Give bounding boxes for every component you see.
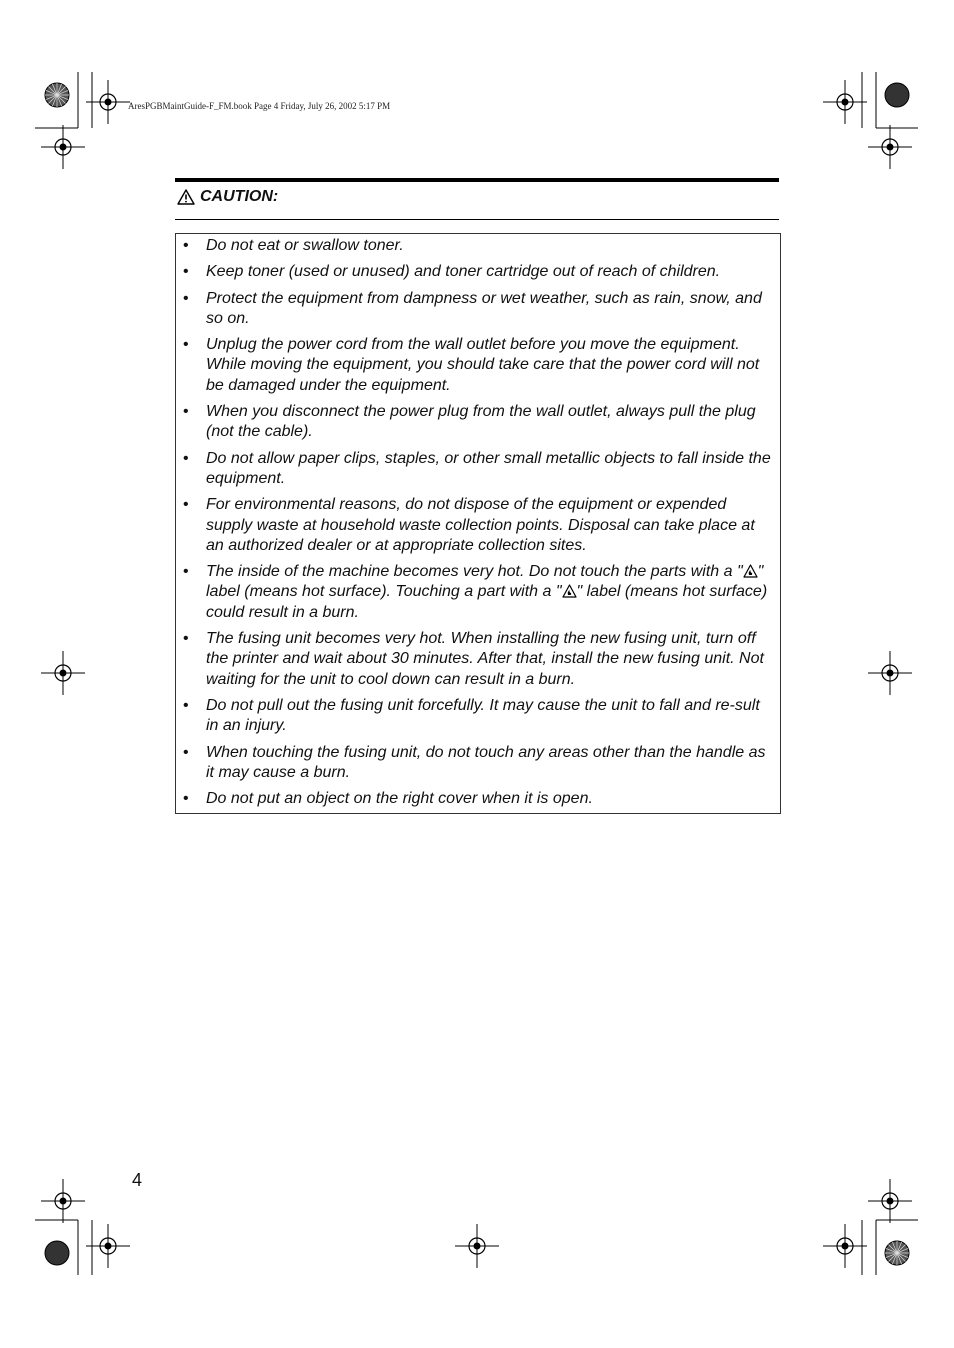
caution-title: CAUTION: [200,188,279,205]
caution-list [176,236,780,815]
file-info-header: AresPGBMaintGuide-F_FM.book Page 4 Friday, July 26, 2002 5:17 PM [128,101,391,111]
list-item: • Do not eat or swallow toner. [176,236,780,256]
warning-triangle-icon [177,189,195,205]
list-item: • Do not allow paper clips, staples, or other small metallic objects to fall inside the equipment. [176,449,780,490]
list-item: • When you disconnect the power plug from the wall outlet, always pull the plug (not the cable). [176,402,780,443]
list-item: • For environmental reasons, do not dispose of the equipment or expended supply waste at household waste collection points. Disposal can take place at an authorized dealer or at appropriate collection sites. [176,495,780,556]
list-item: • Do not put an object on the right cover when it is open. [176,789,780,809]
list-item: • Do not pull out the fusing unit forcefully. It may cause the unit to fall and re-sult in an injury. [176,696,780,737]
hot-surface-icon [743,564,758,578]
list-item: • Unplug the power cord from the wall outlet before you move the equipment. While moving the equipment, you should take care that the power cord will not be damaged under the equipment. [176,335,780,396]
caution-heading [177,188,278,206]
caution-divider [175,219,779,220]
list-item: • Protect the equipment from dampness or wet weather, such as rain, snow, and so on. [176,289,780,330]
list-item-hot-surface [176,562,780,623]
caution-box [175,233,781,814]
hot-surface-text-3: " label (means hot surface) could result in a burn. [206,583,768,621]
list-item: • Keep toner (used or unused) and toner cartridge out of reach of children. [176,262,780,282]
hot-surface-text-1: The inside of the machine becomes very hot. Do not touch the parts with a " [206,563,743,581]
list-item: • The fusing unit becomes very hot. When installing the new fusing unit, turn off the printer and wait about 30 minutes. After that, install the new fusing unit. Not waiting for the unit to cool down can result in a burn. [176,629,780,690]
caution-top-bar [175,178,779,182]
page-number: 4 [132,1170,143,1190]
hot-surface-icon [562,584,577,598]
hot-surface-text-2: " label (means hot surface). Touching a part with a " [206,563,764,601]
list-item: • When touching the fusing unit, do not touch any areas other than the handle as it may cause a burn. [176,743,780,784]
